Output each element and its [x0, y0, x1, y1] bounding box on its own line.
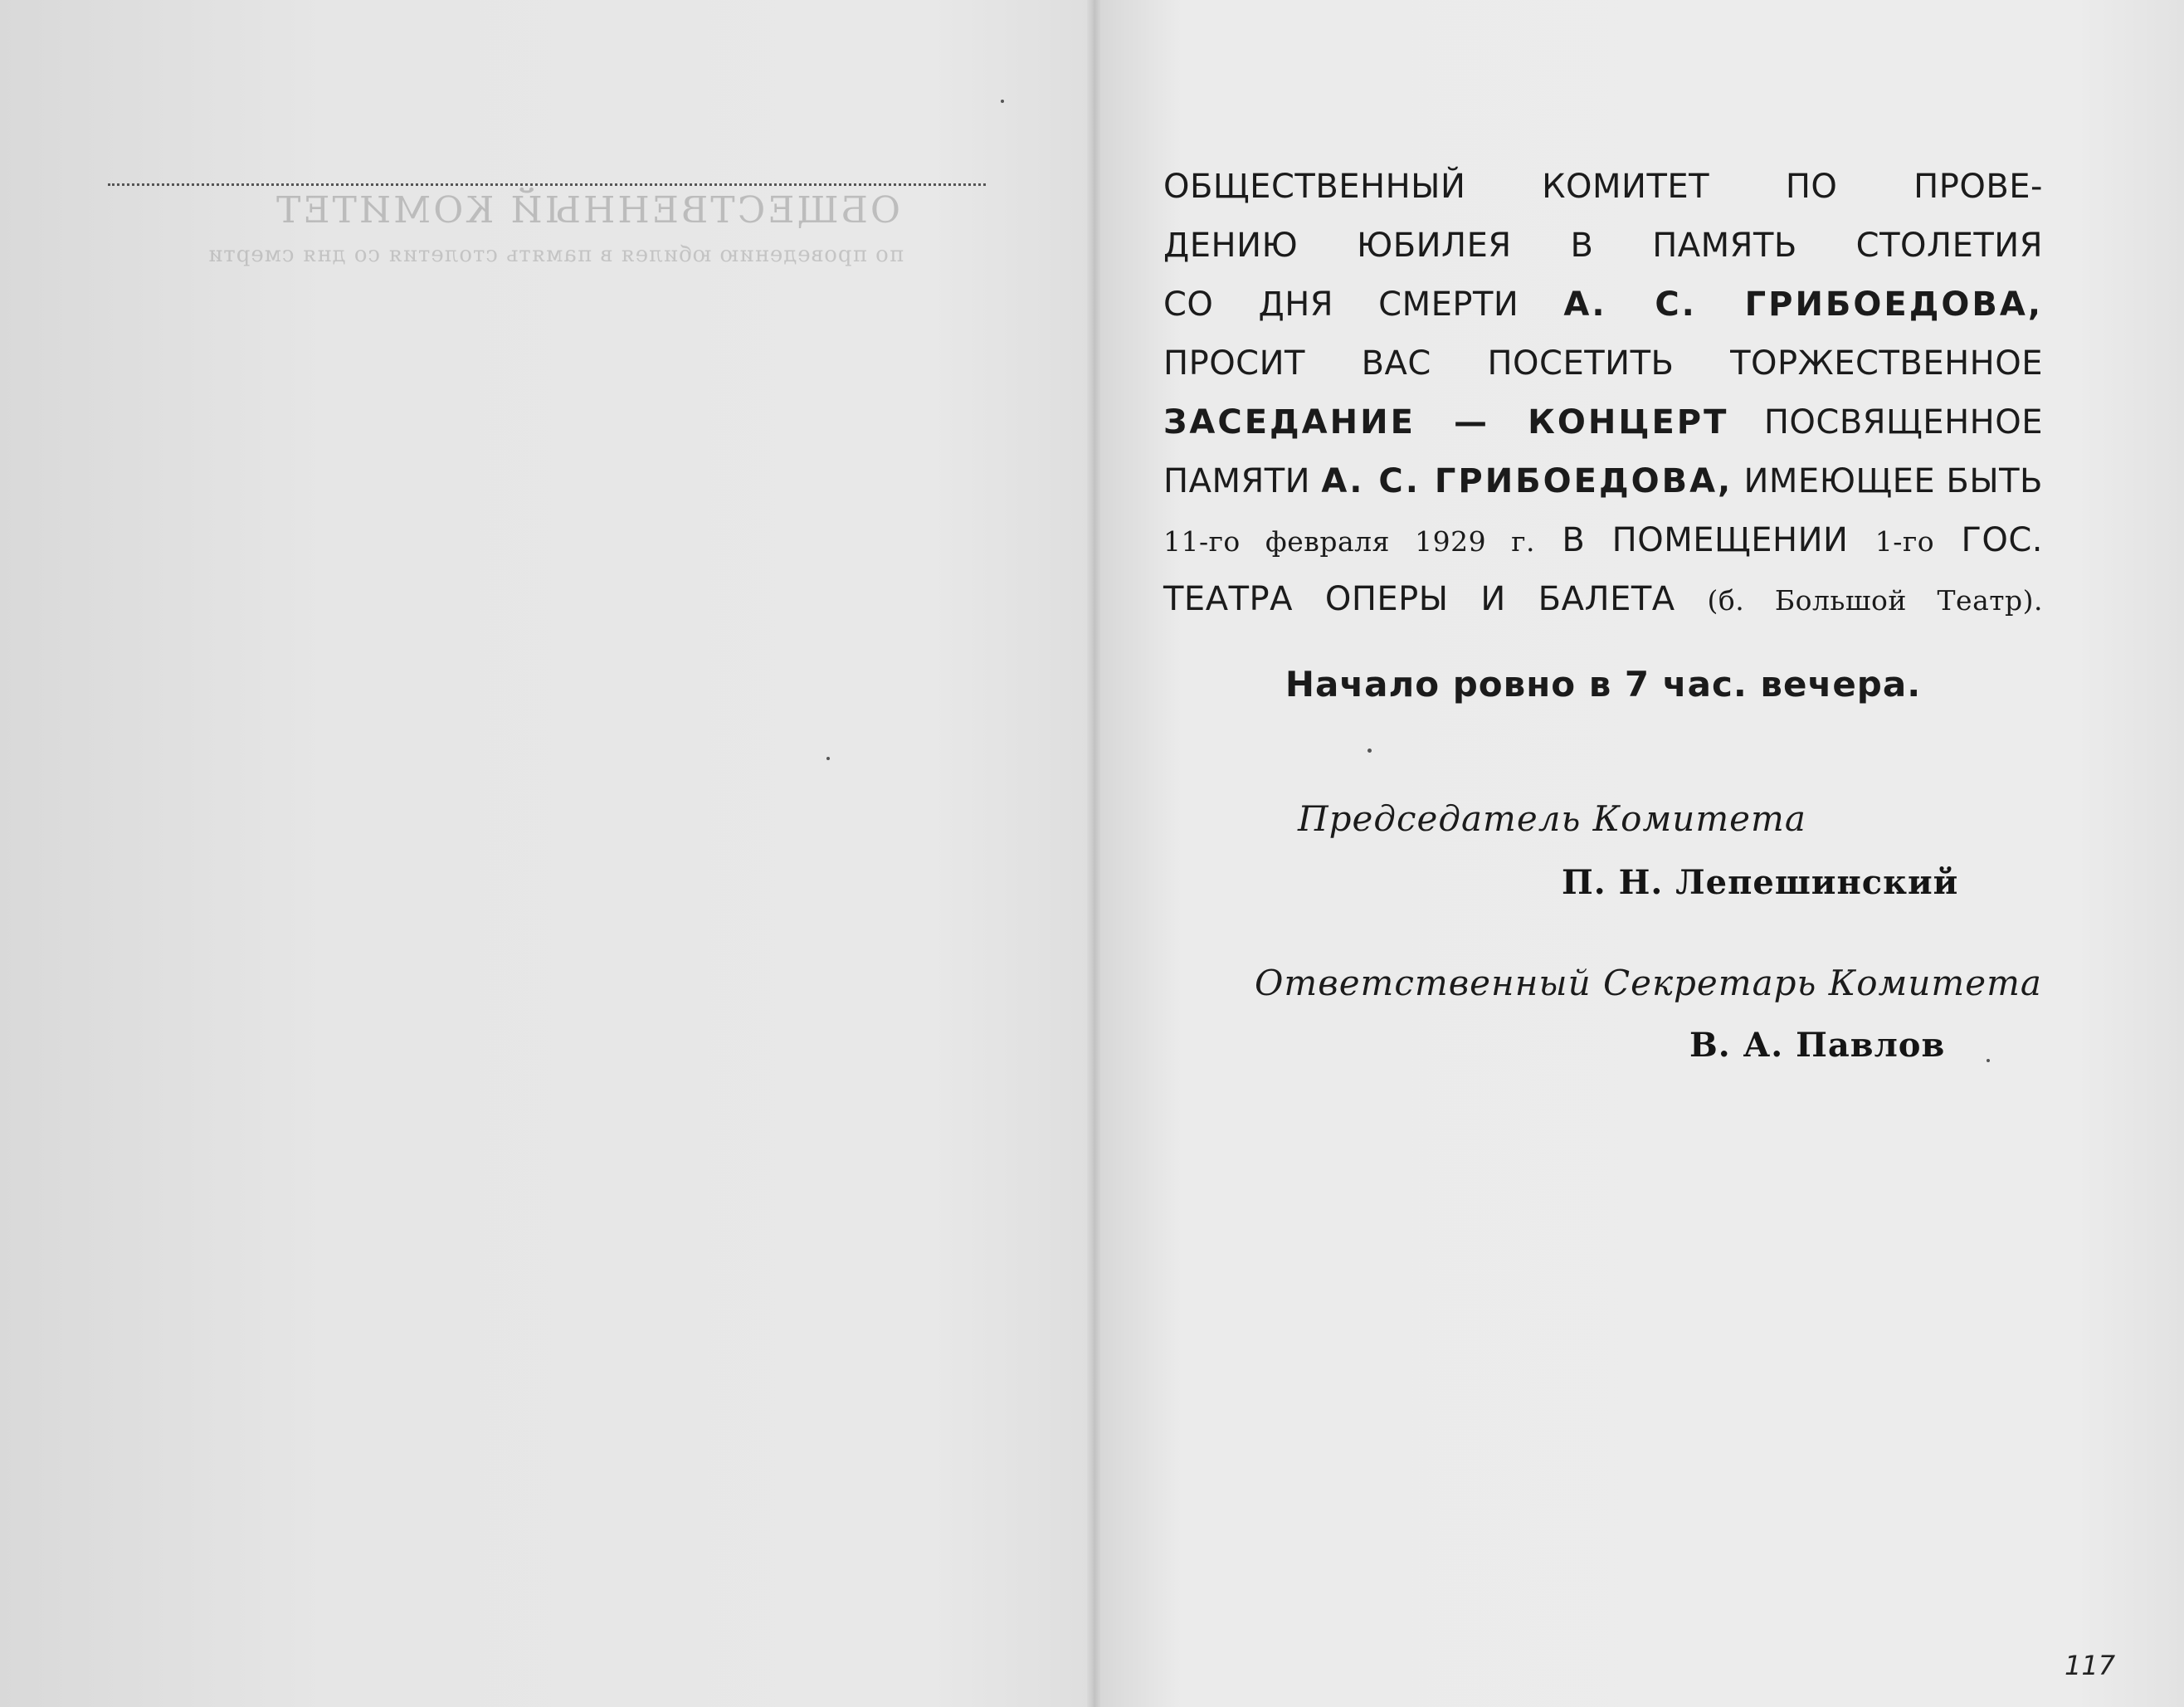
line-text: ГОС. [1934, 521, 2043, 559]
chairman-role: Председатель Комитета [1298, 798, 1806, 839]
chairman-name: П. Н. Лепешинский [1562, 863, 1959, 902]
line-text: ПРОСИТ ВАС ПОСЕТИТЬ ТОРЖЕСТВЕННОЕ [1163, 344, 2043, 383]
invitation-line-8 [1163, 570, 2043, 629]
bleed-through-title: ОБЩЕСТВЕННЫЙ КОМИТЕТ [274, 189, 900, 232]
line-text: ОБЩЕСТВЕННЫЙ КОМИТЕТ ПО ПРОВЕ- [1163, 168, 2043, 206]
line-text: ИМЕЮЩЕЕ БЫТЬ [1733, 462, 2043, 500]
event-name: ЗАСЕДАНИЕ — КОНЦЕРТ [1163, 403, 1729, 441]
line-text: 1-го [1874, 525, 1935, 558]
venue-note: (б. Большой Театр). [1707, 584, 2043, 617]
start-time: Начало ровно в 7 час. вечера. [1285, 664, 1922, 705]
invitation-line-6 [1163, 452, 2043, 511]
line-text: ПАМЯТИ [1163, 462, 1322, 500]
honoree-name: А. С. ГРИБОЕДОВА, [1321, 462, 1733, 500]
venue-name: ТЕАТРА ОПЕРЫ И БАЛЕТА [1163, 580, 1708, 618]
dotted-rule [108, 183, 986, 186]
secretary-name: В. А. Павлов [1689, 1026, 1946, 1065]
ink-speck [1001, 100, 1004, 103]
ink-speck [1367, 749, 1372, 753]
invitation-text [1163, 158, 2043, 629]
line-text: В ПОМЕЩЕНИИ [1534, 521, 1875, 559]
page-number: 117 [2065, 1650, 2116, 1681]
invitation-line-1 [1163, 158, 2043, 217]
invitation-line-3 [1163, 276, 2043, 334]
line-text: ДЕНИЮ ЮБИЛЕЯ В ПАМЯТЬ СТОЛЕТИЯ [1163, 227, 2043, 265]
ink-speck [826, 757, 830, 760]
line-text: СО ДНЯ СМЕРТИ [1163, 285, 1564, 324]
invitation-line-5 [1163, 393, 2043, 452]
bleed-through-subtitle: по проведению юбилея в память столетия со дня смерти [207, 242, 904, 267]
line-text: ПОСВЯЩЕННОЕ [1728, 403, 2043, 441]
invitation-line-7 [1163, 511, 2043, 570]
page-fold [1087, 0, 1100, 1707]
invitation-line-2 [1163, 217, 2043, 276]
invitation-line-4 [1163, 334, 2043, 393]
honoree-name: А. С. ГРИБОЕДОВА, [1563, 285, 2044, 324]
event-date: 11-го февраля 1929 г. [1163, 525, 1535, 558]
secretary-role: Ответственный Секретарь Комитета [1255, 963, 2042, 1003]
ink-speck [1987, 1059, 1990, 1062]
